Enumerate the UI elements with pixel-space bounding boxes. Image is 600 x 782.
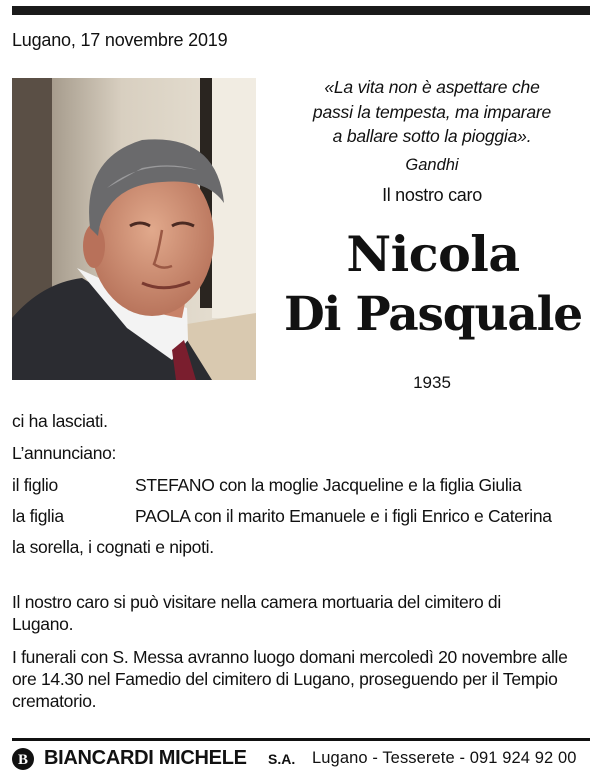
others-line: la sorella, i cognati e nipoti. xyxy=(12,537,214,557)
relative-text: PAOLA con il marito Emanuele e i figli Enrico e Caterina xyxy=(135,506,552,526)
relative-role: la figlia xyxy=(12,506,64,526)
visit-paragraph: Il nostro caro si può visitare nella camera mortuaria del cimitero di Lugano. xyxy=(12,592,501,634)
quote-line: a ballare sotto la pioggia». xyxy=(332,126,532,146)
company-contact: Lugano - Tesserete - 091 924 92 00 xyxy=(312,749,577,767)
portrait-photo xyxy=(12,78,256,380)
deceased-last-name: Di Pasquale xyxy=(283,287,582,342)
quote-line: «La vita non è aspettare che xyxy=(324,77,540,97)
company-name: BIANCARDI MICHELE xyxy=(44,747,247,769)
logo-letter: B xyxy=(17,752,29,768)
passed-line: ci ha lasciati. xyxy=(12,411,108,431)
funeral-paragraph: I funerali con S. Messa avranno luogo domani mercoledì 20 novembre alle ore 14.30 nel Famedio del cimitero di Lugano, proseguendo per il Tempio crematorio. xyxy=(12,647,568,711)
date-line: Lugano, 17 novembre 2019 xyxy=(12,30,228,50)
footer-rule xyxy=(12,738,590,741)
relative-role: il figlio xyxy=(12,475,58,495)
birth-year: 1935 xyxy=(413,373,451,392)
announcing-line: L’annunciano: xyxy=(12,443,117,463)
company-logo xyxy=(12,748,34,770)
quote-line: passi la tempesta, ma imparare xyxy=(312,101,552,122)
relative-text: STEFANO con la moglie Jacqueline e la figlia Giulia xyxy=(135,475,522,495)
top-rule xyxy=(12,6,590,15)
company-suffix: S.A. xyxy=(268,751,296,767)
deceased-first-name: Nicola xyxy=(346,225,520,283)
intro-text: Il nostro caro xyxy=(382,185,482,205)
quote xyxy=(268,75,596,149)
quote-author: Gandhi xyxy=(405,156,459,174)
